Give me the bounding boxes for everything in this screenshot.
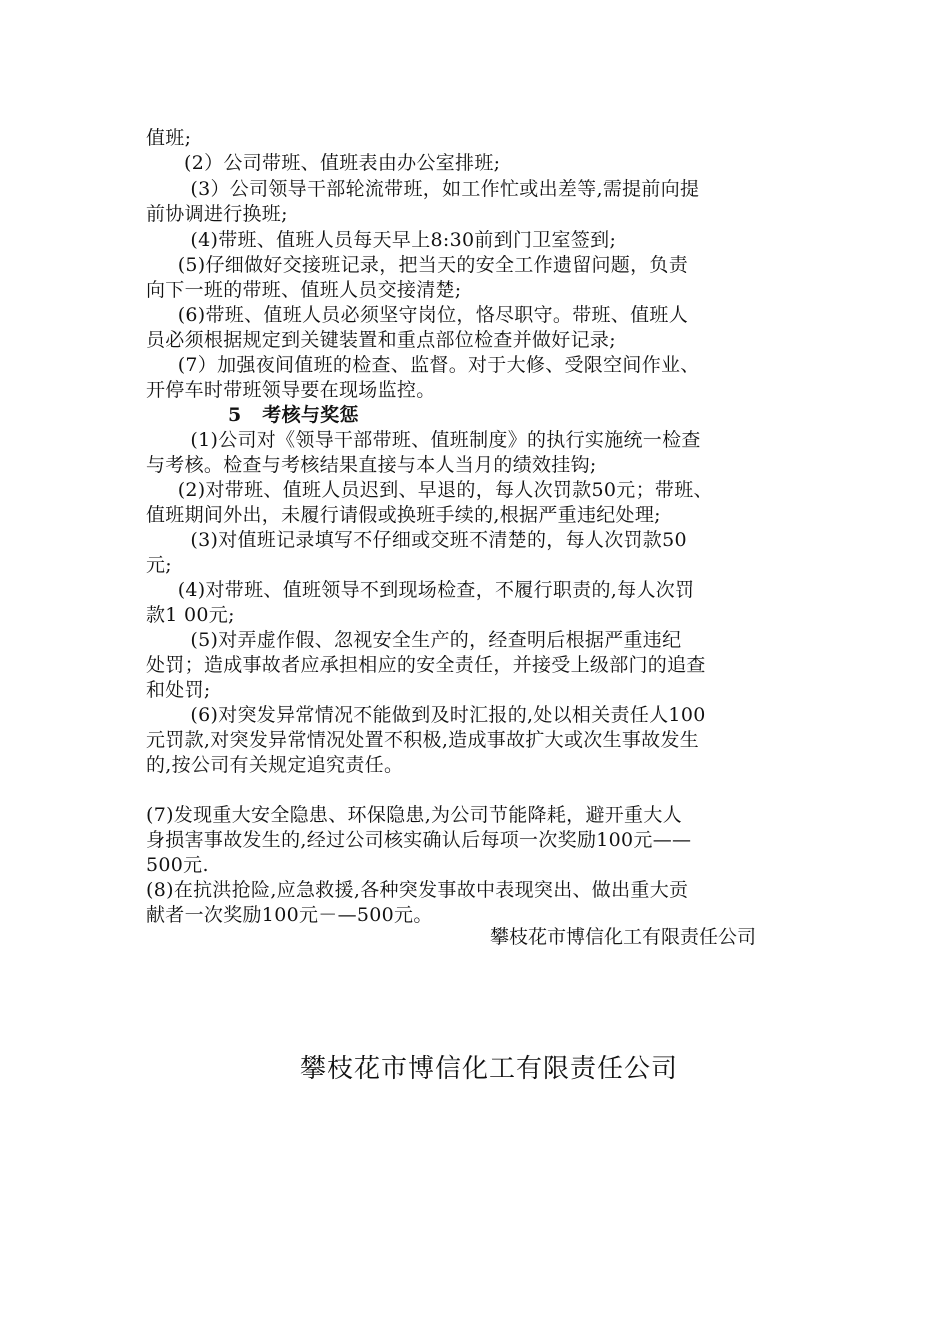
text-line: (7)发现重大安全隐患、环保隐患,为公司节能降耗，避开重大人 [146,804,682,826]
text-line: 值班期间外出，未履行请假或换班手续的,根据严重违纪处理; [146,504,661,526]
text-line: 身损害事故发生的,经过公司核实确认后每项一次奖励100元—— [146,829,692,851]
text-line: 献者一次奖励100元－—500元。 [146,904,433,926]
text-line: (6)对突发异常情况不能做到及时汇报的,处以相关责任人100 [146,704,706,726]
text-line: 500元. [146,854,209,876]
text-line: (8)在抗洪抢险,应急救援,各种突发事故中表现突出、做出重大贡 [146,879,689,901]
text-line: 值班; [146,127,192,149]
text-line: 员必须根据规定到关键装置和重点部位检查并做好记录; [146,329,616,351]
text-line: (7）加强夜间值班的检查、监督。对于大修、受限空间作业、 [146,354,700,376]
text-line: 元罚款,对突发异常情况处置不积极,造成事故扩大或次生事故发生 [146,729,700,751]
text-line: (2)对带班、值班人员迟到、早退的，每人次罚款50元；带班、 [146,479,713,501]
text-line: 款1 00元; [146,604,235,626]
text-line: 前协调进行换班; [146,203,288,225]
footer-company-name: 攀枝花市博信化工有限责任公司 [300,1054,679,1084]
text-line: (3)对值班记录填写不仔细或交班不清楚的，每人次罚款50 [146,529,687,551]
section-heading: 5 考核与奖惩 [228,404,359,426]
text-line: (2）公司带班、值班表由办公室排班; [146,152,501,174]
text-line: (3）公司领导干部轮流带班，如工作忙或出差等,需提前向提 [146,178,700,200]
text-line: 元; [146,554,173,576]
text-line: 与考核。检查与考核结果直接与本人当月的绩效挂钩; [146,454,597,476]
text-line: 开停车时带班领导要在现场监控。 [146,379,436,401]
text-line: (4)对带班、值班领导不到现场检查，不履行职责的,每人次罚 [146,579,695,601]
text-line: (4)带班、值班人员每天早上8:30前到门卫室签到; [146,229,617,251]
text-line: (5)对弄虚作假、忽视安全生产的，经查明后根据严重违纪 [146,629,682,651]
signature-company: 攀枝花市博信化工有限责任公司 [490,926,757,948]
text-line: (5)仔细做好交接班记录，把当天的安全工作遗留问题，负责 [146,254,689,276]
text-line: (6)带班、值班人员必须坚守岗位，恪尽职守。带班、值班人 [146,304,689,326]
text-line: (1)公司对《领导干部带班、值班制度》的执行实施统一检查 [146,429,701,451]
text-line: 处罚；造成事故者应承担相应的安全责任，并接受上级部门的追查 [146,654,706,676]
text-line: 和处罚; [146,679,211,701]
text-line: 的,按公司有关规定追究责任。 [146,754,404,776]
text-line: 向下一班的带班、值班人员交接清楚; [146,279,462,301]
